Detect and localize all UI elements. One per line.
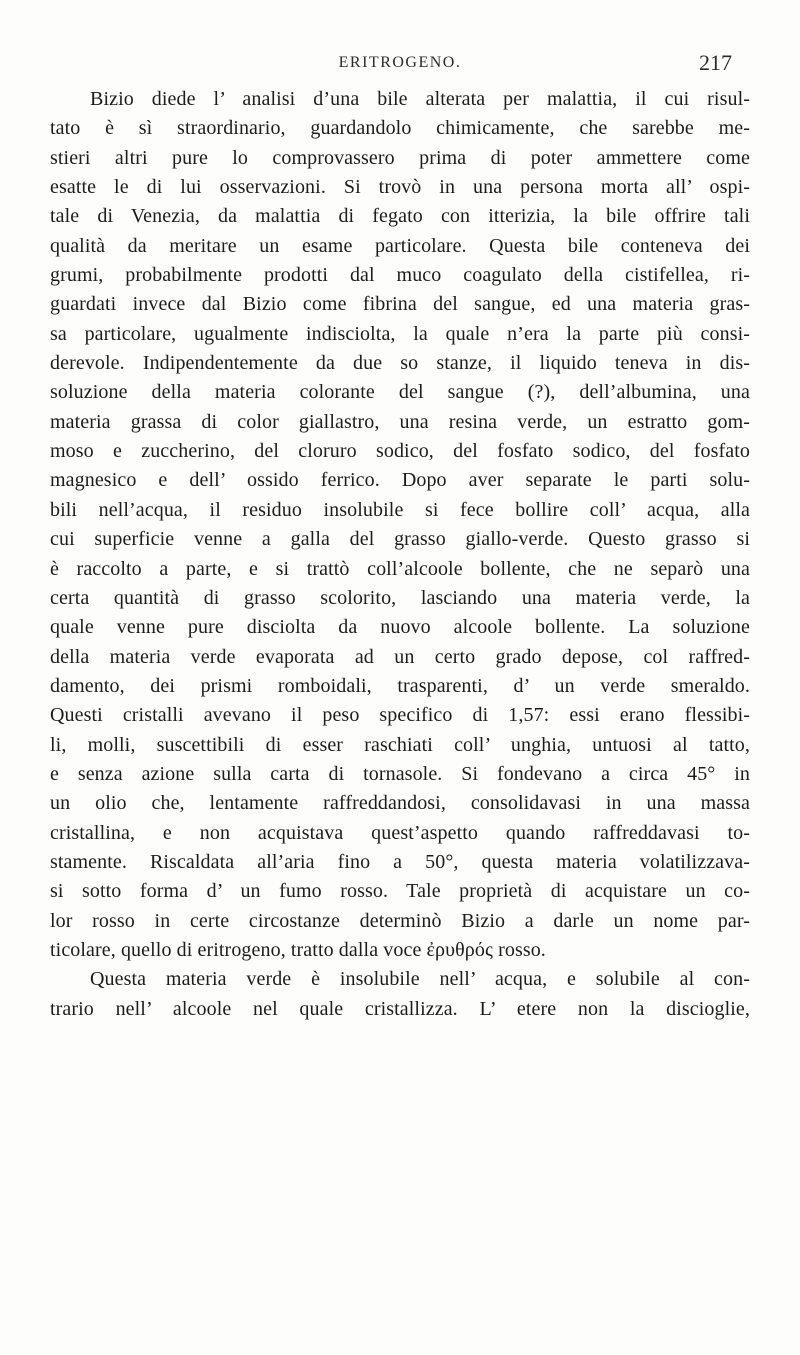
- text-line: tale di Venezia, da malattia di fegato con itterizia, la bile offrire tali: [50, 205, 750, 228]
- text-line: e senza azione sulla carta di tornasole. Si fondevano a circa 45° in: [50, 762, 750, 785]
- text-line: trario nell’ alcoole nel quale cristallizza. L’ etere non la discioglie,: [50, 997, 750, 1020]
- text-line: quale venne pure disciolta da nuovo alcoole bollente. La soluzione: [50, 616, 750, 639]
- page-number: 217: [699, 50, 732, 75]
- text-line: un olio che, lentamente raffreddandosi, consolidavasi in una massa: [50, 792, 750, 815]
- text-line: lor rosso in certe circostanze determinò Bizio a darle un nome par-: [50, 909, 750, 932]
- text-line: grumi, probabilmente prodotti dal muco coagulato della cistifellea, ri-: [50, 264, 750, 287]
- text-line: damento, dei prismi romboidali, trasparenti, d’ un verde smeraldo.: [50, 674, 750, 697]
- text-line: guardati invece dal Bizio come fibrina del sangue, ed una materia gras-: [50, 293, 750, 316]
- text-line: si sotto forma d’ un fumo rosso. Tale proprietà di acquistare un co-: [50, 880, 750, 903]
- text-line: sa particolare, ugualmente indisciolta, la quale n’era la parte più consi-: [50, 322, 750, 345]
- text-line: stamente. Riscaldata all’aria fino a 50°, questa materia volatilizzava-: [50, 850, 750, 873]
- running-head: [56, 50, 744, 80]
- text-line: Questa materia verde è insolubile nell’ acqua, e solubile al con-: [90, 968, 750, 991]
- text-line: li, molli, suscettibili di esser raschiati coll’ unghia, untuosi al tatto,: [50, 733, 750, 756]
- body-text: [50, 85, 750, 1024]
- text-line: Bizio diede l’ analisi d’una bile alterata per malattia, il cui risul-: [90, 88, 750, 110]
- text-line: esatte le di lui osservazioni. Si trovò in una persona morta all’ ospi-: [50, 176, 750, 199]
- text-line: Questi cristalli avevano il peso specifico di 1,57: essi erano flessibi-: [50, 704, 750, 727]
- text-line: è raccolto a parte, e si trattò coll’alcoole bollente, che ne separò una: [50, 557, 750, 580]
- text-line: magnesico e dell’ ossido ferrico. Dopo aver separate le parti solu-: [50, 469, 750, 492]
- text-line: ticolare, quello di eritrogeno, tratto dalla voce ἐρυθρός rosso.: [50, 938, 546, 961]
- text-line: moso e zuccherino, del cloruro sodico, del fosfato sodico, del fosfato: [50, 440, 750, 463]
- text-line: della materia verde evaporata ad un certo grado depose, col raffred-: [50, 645, 750, 668]
- text-line: certa quantità di grasso scolorito, lasciando una materia verde, la: [50, 586, 750, 609]
- text-line: soluzione della materia colorante del sangue (?), dell’albumina, una: [50, 381, 750, 404]
- text-line: derevole. Indipendentemente da due so stanze, il liquido teneva in dis-: [50, 352, 750, 375]
- text-line: qualità da meritare un esame particolare. Questa bile conteneva dei: [50, 234, 750, 257]
- running-head-title: ERITROGENO.: [338, 54, 462, 71]
- text-line: cristallina, e non acquistava quest’aspetto quando raffreddavasi to-: [50, 821, 750, 844]
- text-line: materia grassa di color giallastro, una resina verde, un estratto gom-: [50, 410, 750, 433]
- text-line: cui superficie venne a galla del grasso giallo-verde. Questo grasso si: [50, 528, 750, 551]
- text-line: stieri altri pure lo comprovassero prima di poter ammettere come: [50, 146, 750, 169]
- text-line: bili nell’acqua, il residuo insolubile si fece bollire coll’ acqua, alla: [50, 498, 750, 521]
- text-line: tato è sì straordinario, guardandolo chimicamente, che sarebbe me-: [50, 117, 750, 140]
